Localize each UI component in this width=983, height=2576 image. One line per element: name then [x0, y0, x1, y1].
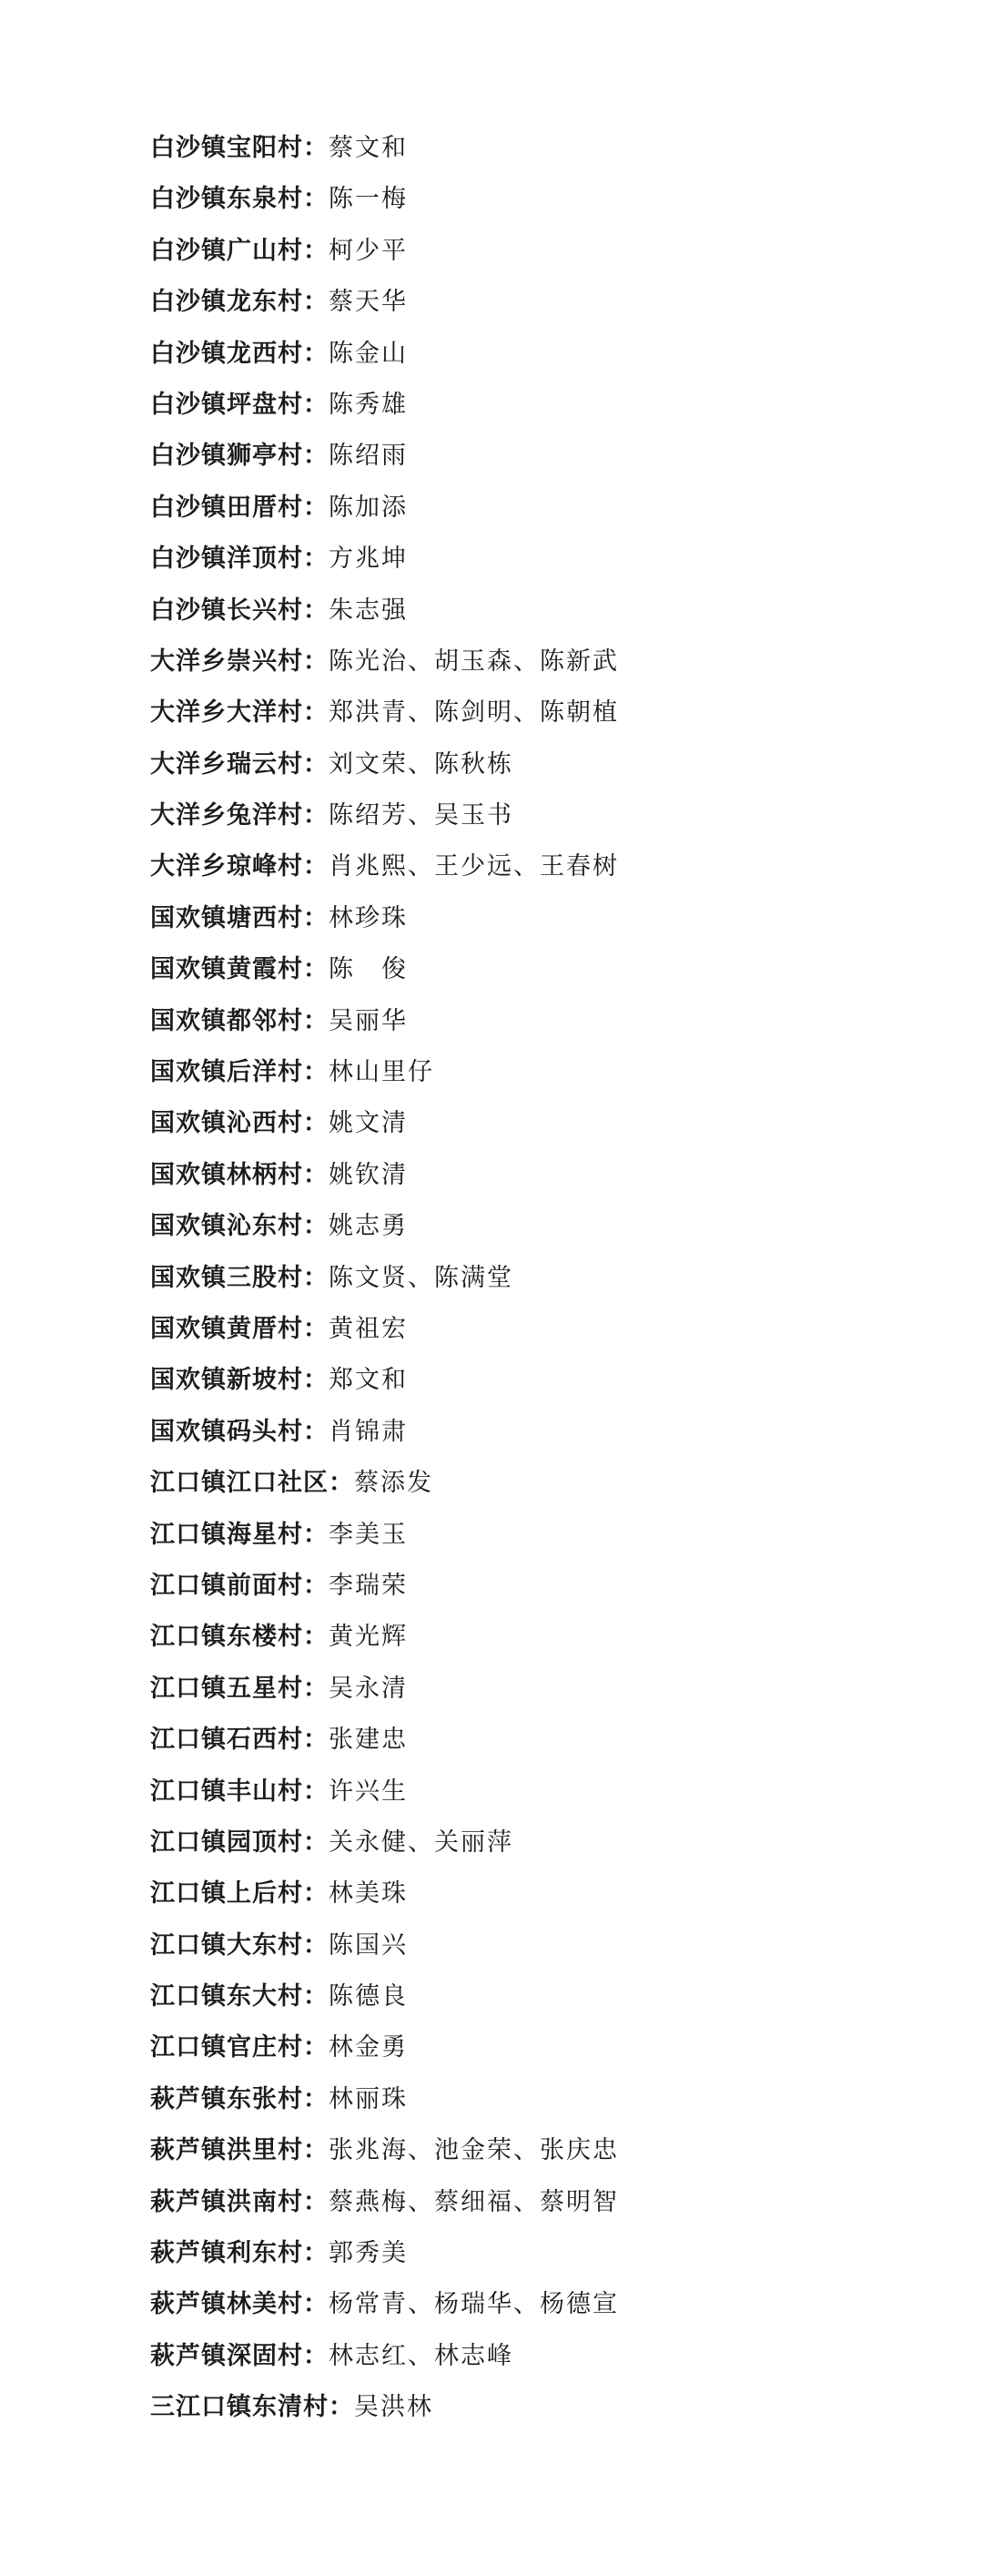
village-label: 国欢镇塘西村： — [150, 903, 329, 932]
person-names: 刘文荣、陈秋栋 — [329, 749, 513, 779]
list-item — [150, 1664, 933, 1715]
list-item — [150, 1253, 933, 1304]
person-names: 吴洪林 — [354, 2393, 433, 2422]
person-names: 姚钦清 — [329, 1160, 408, 1189]
list-item — [150, 1510, 933, 1561]
village-label: 萩芦镇洪南村： — [150, 2187, 329, 2216]
person-names: 蔡添发 — [354, 1469, 433, 1498]
village-label: 江口镇官庄村： — [150, 2033, 329, 2062]
person-names: 陈绍雨 — [329, 442, 408, 471]
village-label: 白沙镇洋顶村： — [150, 545, 329, 574]
list-item — [150, 996, 933, 1047]
village-label: 白沙镇东泉村： — [150, 185, 329, 214]
list-item — [150, 534, 933, 585]
person-names: 陈加添 — [329, 493, 408, 522]
person-names: 陈绍芳、吴玉书 — [329, 801, 513, 830]
person-names: 林山里仔 — [329, 1058, 434, 1087]
list-item — [150, 585, 933, 636]
village-label: 江口镇东大村： — [150, 1982, 329, 2011]
person-names: 肖锦肃 — [329, 1417, 408, 1446]
person-names: 林志红、林志峰 — [329, 2341, 513, 2370]
village-label: 江口镇江口社区： — [150, 1469, 354, 1498]
list-item — [150, 1150, 933, 1201]
village-label: 萩芦镇利东村： — [150, 2239, 329, 2268]
list-item — [150, 1201, 933, 1252]
list-item — [150, 1355, 933, 1406]
village-label: 萩芦镇洪里村： — [150, 2136, 329, 2165]
village-label: 江口镇大东村： — [150, 1930, 329, 1960]
list-item — [150, 329, 933, 380]
list-item — [150, 1868, 933, 1919]
village-label: 国欢镇三股村： — [150, 1263, 329, 1292]
village-label: 江口镇东楼村： — [150, 1623, 329, 1652]
list-item — [150, 1407, 933, 1458]
list-item — [150, 2022, 933, 2073]
village-label: 大洋乡瑞云村： — [150, 749, 329, 779]
person-names: 林丽珠 — [329, 2084, 408, 2113]
list-item — [150, 739, 933, 790]
list-item — [150, 277, 933, 328]
village-label: 萩芦镇深固村： — [150, 2341, 329, 2370]
list-item — [150, 380, 933, 431]
person-names: 吴永清 — [329, 1674, 408, 1703]
village-label: 萩芦镇东张村： — [150, 2084, 329, 2113]
village-label: 白沙镇龙东村： — [150, 288, 329, 317]
list-item — [150, 1304, 933, 1355]
village-label: 江口镇上后村： — [150, 1879, 329, 1909]
person-names: 蔡天华 — [329, 288, 408, 317]
person-names: 黄光辉 — [329, 1623, 408, 1652]
list-item — [150, 1817, 933, 1868]
village-label: 江口镇前面村： — [150, 1571, 329, 1600]
village-label: 江口镇海星村： — [150, 1520, 329, 1549]
list-item — [150, 2279, 933, 2330]
village-label: 白沙镇广山村： — [150, 236, 329, 265]
person-names: 林美珠 — [329, 1879, 408, 1909]
person-names: 姚志勇 — [329, 1212, 408, 1241]
village-label: 江口镇石西村： — [150, 1726, 329, 1755]
list-item — [150, 431, 933, 482]
person-names: 方兆坤 — [329, 545, 408, 574]
village-label: 白沙镇田厝村： — [150, 493, 329, 522]
person-names: 柯少平 — [329, 236, 408, 265]
village-label: 国欢镇新坡村： — [150, 1366, 329, 1395]
village-label: 萩芦镇林美村： — [150, 2290, 329, 2319]
village-label: 国欢镇黄霞村： — [150, 955, 329, 984]
person-names: 张兆海、池金荣、张庆忠 — [329, 2136, 619, 2165]
list-item — [150, 1920, 933, 1971]
list-item — [150, 1098, 933, 1149]
village-label: 国欢镇后洋村： — [150, 1058, 329, 1087]
list-item — [150, 1047, 933, 1098]
list-item — [150, 2228, 933, 2279]
village-label: 白沙镇坪盘村： — [150, 390, 329, 419]
person-names: 陈德良 — [329, 1982, 408, 2011]
person-names: 陈光治、胡玉森、陈新武 — [329, 647, 619, 676]
person-names: 陈秀雄 — [329, 390, 408, 419]
village-label: 大洋乡大洋村： — [150, 698, 329, 728]
person-names: 蔡燕梅、蔡细福、蔡明智 — [329, 2187, 619, 2216]
village-label: 大洋乡崇兴村： — [150, 647, 329, 676]
list-item — [150, 2177, 933, 2228]
village-label: 国欢镇黄厝村： — [150, 1314, 329, 1343]
person-names: 陈文贤、陈满堂 — [329, 1263, 513, 1292]
list-item — [150, 636, 933, 687]
village-label: 白沙镇长兴村： — [150, 596, 329, 625]
list-item — [150, 2074, 933, 2125]
village-label: 三江口镇东清村： — [150, 2393, 354, 2422]
person-names: 李瑞荣 — [329, 1571, 408, 1600]
list-item — [150, 687, 933, 738]
village-name-list — [150, 123, 933, 2434]
list-item — [150, 2125, 933, 2176]
person-names: 关永健、关丽萍 — [329, 1828, 513, 1857]
list-item — [150, 1561, 933, 1612]
list-item — [150, 1767, 933, 1817]
person-names: 吴丽华 — [329, 1006, 408, 1035]
person-names: 李美玉 — [329, 1520, 408, 1549]
list-item — [150, 944, 933, 995]
list-item — [150, 1458, 933, 1509]
village-label: 白沙镇宝阳村： — [150, 134, 329, 162]
list-item — [150, 483, 933, 534]
person-names: 姚文清 — [329, 1109, 408, 1138]
village-label: 国欢镇沁西村： — [150, 1109, 329, 1138]
person-names: 蔡文和 — [329, 134, 408, 162]
person-names: 张建忠 — [329, 1726, 408, 1755]
person-names: 黄祖宏 — [329, 1314, 408, 1343]
person-names: 肖兆熙、王少远、王春树 — [329, 852, 619, 881]
village-label: 国欢镇林柄村： — [150, 1160, 329, 1189]
village-label: 江口镇五星村： — [150, 1674, 329, 1703]
person-names: 郭秀美 — [329, 2239, 408, 2268]
village-label: 国欢镇码头村： — [150, 1417, 329, 1446]
person-names: 陈 俊 — [329, 955, 408, 984]
village-label: 国欢镇都邻村： — [150, 1006, 329, 1035]
list-item — [150, 226, 933, 277]
village-label: 大洋乡琼峰村： — [150, 852, 329, 881]
list-item — [150, 2331, 933, 2382]
person-names: 陈金山 — [329, 339, 408, 368]
person-names: 朱志强 — [329, 596, 408, 625]
person-names: 林金勇 — [329, 2033, 408, 2062]
village-label: 江口镇丰山村： — [150, 1777, 329, 1806]
village-label: 大洋乡兔洋村： — [150, 801, 329, 830]
person-names: 陈一梅 — [329, 185, 408, 214]
person-names: 郑洪青、陈剑明、陈朝植 — [329, 698, 619, 728]
list-item — [150, 841, 933, 892]
list-item — [150, 123, 933, 174]
list-item — [150, 1715, 933, 1766]
list-item — [150, 2382, 933, 2433]
person-names: 许兴生 — [329, 1777, 408, 1806]
person-names: 陈国兴 — [329, 1930, 408, 1960]
list-item — [150, 1971, 933, 2022]
list-item — [150, 893, 933, 944]
village-label: 江口镇园顶村： — [150, 1828, 329, 1857]
list-item — [150, 790, 933, 841]
village-label: 国欢镇沁东村： — [150, 1212, 329, 1241]
list-item — [150, 174, 933, 225]
person-names: 郑文和 — [329, 1366, 408, 1395]
person-names: 杨常青、杨瑞华、杨德宣 — [329, 2290, 619, 2319]
village-label: 白沙镇狮亭村： — [150, 442, 329, 471]
village-label: 白沙镇龙西村： — [150, 339, 329, 368]
list-item — [150, 1612, 933, 1663]
person-names: 林珍珠 — [329, 903, 408, 932]
